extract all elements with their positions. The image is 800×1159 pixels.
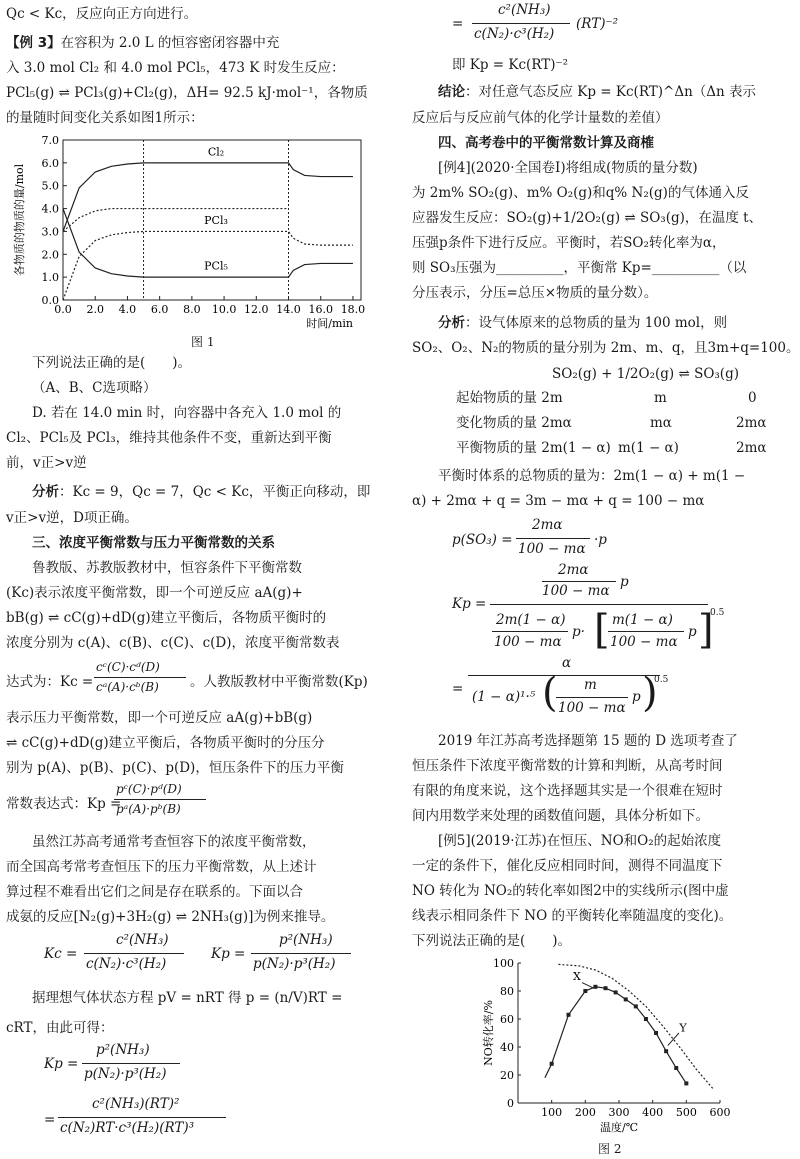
conclusion-line bbox=[412, 82, 756, 102]
analysis-line bbox=[412, 313, 727, 333]
text-line: 反应后与反应前气体的化学计量数的差值） bbox=[412, 110, 669, 126]
denominator: c(N₂)·c³(H₂) bbox=[474, 26, 555, 42]
text-line: [例5](2019·江苏)在恒压、NO和O₂的起始浓度 bbox=[438, 833, 722, 849]
x-tick-label: 2.0 bbox=[86, 303, 104, 316]
text: 在容积为 2.0 L 的恒容密闭容器中充 bbox=[60, 35, 280, 51]
table-cell: 2mα bbox=[736, 440, 767, 456]
denominator: c(N₂)RT·c³(H₂)(RT)³ bbox=[60, 1120, 195, 1136]
factor: (RT)⁻² bbox=[576, 16, 619, 32]
numerator: p²(NH₃) bbox=[279, 932, 333, 948]
table-cell: mα bbox=[650, 415, 672, 431]
x-axis-label: 温度/℃ bbox=[599, 1121, 639, 1134]
series-label: Cl₂ bbox=[207, 145, 225, 159]
table-cell: m(1 − α) bbox=[618, 440, 679, 456]
x-tick-label: 300 bbox=[608, 1106, 630, 1119]
analysis-label: 分析 bbox=[32, 484, 59, 500]
data-point bbox=[614, 990, 618, 994]
denominator: 100 − mα bbox=[518, 541, 586, 557]
text-line: 线表示相同条件下 NO 的平衡转化率随温度的变化)。 bbox=[412, 908, 733, 924]
denominator: c(N₂)·c³(H₂) bbox=[86, 956, 167, 972]
y-tick-label: 7.0 bbox=[41, 134, 59, 147]
y-axis-label: NO转化率/% bbox=[482, 1000, 495, 1066]
label: Kc = bbox=[44, 946, 78, 962]
x-tick-label: 100 bbox=[541, 1106, 563, 1119]
text-line: 下列说法正确的是( )。 bbox=[32, 355, 192, 371]
text-line: D. 若在 14.0 min 时，向容器中各充入 1.0 mol 的 bbox=[32, 405, 342, 421]
numerator: 2mα bbox=[558, 562, 589, 578]
text-line: 浓度分别为 c(A)、c(B)、c(C)、c(D)，浓度平衡常数表 bbox=[6, 635, 340, 651]
conclusion-label: 结论 bbox=[438, 84, 465, 100]
table-cell: 2mα bbox=[736, 415, 767, 431]
text-line: α) + 2mα + q = 3m − mα + q = 100 − mα bbox=[412, 493, 705, 509]
label: Kp = bbox=[44, 1056, 79, 1072]
denominator: pᵃ(A)·pᵇ(B) bbox=[116, 802, 181, 816]
factor: p· bbox=[572, 624, 585, 640]
text-line: 前，v正>v逆 bbox=[6, 455, 87, 471]
x-tick-label: 400 bbox=[642, 1106, 664, 1119]
y-tick-label: 5.0 bbox=[41, 179, 59, 193]
text-line: cRT，由此可得： bbox=[6, 1020, 114, 1036]
denominator: 100 − mα bbox=[542, 583, 610, 599]
x-tick-label: 16.0 bbox=[308, 303, 333, 316]
equals: = bbox=[452, 16, 464, 32]
numerator: c²(NH₃) bbox=[498, 2, 551, 18]
figure-2-caption: 图 2 bbox=[598, 1142, 622, 1156]
data-point bbox=[634, 1004, 638, 1008]
denominator: (1 − α)¹·⁵ bbox=[472, 689, 536, 705]
x-tick-label: 8.0 bbox=[183, 303, 201, 316]
text-line: 应器发生反应：SO₂(g)+1/2O₂(g) ⇌ SO₃(g)，在温度 t、 bbox=[412, 210, 763, 226]
table-cell: m bbox=[654, 390, 667, 406]
example-label: 【例 3】 bbox=[6, 35, 61, 51]
data-point bbox=[664, 1049, 668, 1053]
factor: p bbox=[620, 574, 629, 590]
data-point bbox=[550, 1062, 554, 1066]
y-axis-label: 各物质的物质的量/mol bbox=[13, 163, 26, 277]
label: Kp = bbox=[211, 946, 246, 962]
figure-1-chart bbox=[11, 132, 371, 332]
text-line: [例4](2020·全国卷Ⅰ)将组成(物质的量分数) bbox=[438, 160, 698, 176]
text: ：设气体原来的总物质的量为 100 mol，则 bbox=[465, 315, 728, 331]
series-label-leader bbox=[582, 983, 594, 989]
text-line: 入 3.0 mol Cl₂ 和 4.0 mol PCl₅，473 K 时发生反应： bbox=[6, 60, 345, 76]
text-line: 平衡时体系的总物质的量为：2m(1 − α) + m(1 − bbox=[438, 468, 746, 484]
section-3-heading: 三、浓度平衡常数与压力平衡常数的关系 bbox=[32, 535, 275, 551]
text-line: 成氨的反应[N₂(g)+3H₂(g) ⇌ 2NH₃(g)]为例来推导。 bbox=[6, 909, 335, 925]
y-tick-label: 0 bbox=[507, 1097, 514, 1110]
data-point bbox=[674, 1066, 678, 1070]
numerator: m(1 − α) bbox=[612, 612, 673, 628]
y-tick-label: 1.0 bbox=[41, 271, 59, 285]
numerator: p²(NH₃) bbox=[96, 1042, 150, 1058]
text-line: PCl₅(g) ⇌ PCl₃(g)+Cl₂(g)，ΔH= 92.5 kJ·mol⁻¹，各物质 bbox=[6, 85, 368, 101]
text-line: 即 Kp = Kc(RT)⁻² bbox=[452, 57, 569, 73]
text-line: v正>v逆，D项正确。 bbox=[6, 510, 138, 526]
text-line: 恒压条件下浓度平衡常数的计算和判断，从高考时间 bbox=[412, 758, 723, 774]
text: ：Kc = 9，Qc = 7，Qc < Kc，平衡正向移动，即 bbox=[59, 484, 371, 500]
numerator: c²(NH₃) bbox=[116, 932, 169, 948]
text-line: 而全国高考常考查恒压下的压力平衡常数，从上述计 bbox=[6, 859, 317, 875]
denominator: cᵃ(A)·cᵇ(B) bbox=[96, 680, 159, 694]
denominator: 100 − mα bbox=[558, 700, 626, 716]
series-label: Y bbox=[679, 1021, 687, 1035]
y-tick-label: 0.0 bbox=[41, 294, 59, 307]
exponent: 0.5 bbox=[710, 608, 725, 618]
text-line: （A、B、C选项略） bbox=[32, 380, 157, 396]
series-line bbox=[63, 209, 289, 232]
factor: p bbox=[688, 624, 697, 640]
series-label: PCl₅ bbox=[204, 259, 228, 273]
text-line: 一定的条件下，催化反应相同时间，测得不同温度下 bbox=[412, 858, 723, 874]
series-line bbox=[558, 964, 713, 1089]
data-point bbox=[593, 985, 597, 989]
factor: ·p bbox=[594, 532, 607, 548]
kp-label: 常数表达式：Kp = bbox=[6, 796, 122, 812]
x-tick-label: 0.0 bbox=[54, 303, 72, 316]
text-line: (Kc)表示浓度平衡常数，即一个可逆反应 aA(g)+ bbox=[6, 585, 303, 601]
exponent: 0.5 bbox=[654, 675, 669, 685]
factor: p bbox=[632, 689, 641, 705]
text-line: 别为 p(A)、p(B)、p(C)、p(D)，恒压条件下的压力平衡 bbox=[6, 760, 344, 776]
denominator: 100 − mα bbox=[494, 634, 562, 650]
text-line: bB(g) ⇌ cC(g)+dD(g)建立平衡后，各物质平衡时的 bbox=[6, 610, 327, 626]
x-tick-label: 18.0 bbox=[340, 303, 366, 316]
text-line: 的量随时间变化关系如图1所示： bbox=[6, 110, 204, 126]
text-line: 虽然江苏高考通常考查恒容下的浓度平衡常数， bbox=[32, 834, 316, 850]
figure-2-chart bbox=[482, 955, 742, 1135]
x-tick-label: 4.0 bbox=[118, 303, 137, 316]
text-line: 压强p条件下进行反应。平衡时，若SO₂转化率为α， bbox=[412, 235, 726, 251]
numerator: c²(NH₃)(RT)² bbox=[92, 1096, 180, 1112]
example-3-heading bbox=[6, 33, 279, 53]
text-line: Qc < Kc，反应向正方向进行。 bbox=[6, 6, 198, 22]
analysis-label: 分析 bbox=[438, 315, 465, 331]
x-tick-label: 14.0 bbox=[276, 303, 301, 316]
y-tick-label: 2.0 bbox=[41, 248, 59, 262]
x-axis-label: 时间/min bbox=[306, 317, 353, 330]
series-line bbox=[545, 987, 686, 1084]
numerator: 2m(1 − α) bbox=[496, 612, 566, 628]
text-line: 表示压力平衡常数，即一个可逆反应 aA(g)+bB(g) bbox=[6, 710, 313, 726]
numerator: cᶜ(C)·cᵈ(D) bbox=[96, 660, 160, 674]
text-line: 为 2m% SO₂(g)、m% O₂(g)和q% N₂(g)的气体通入反 bbox=[412, 185, 749, 201]
text-line: ⇌ cC(g)+dD(g)建立平衡后，各物质平衡时的分压分 bbox=[6, 735, 325, 751]
text-line: 则 SO₃压强为__________，平衡常 Kp=__________（以 bbox=[412, 260, 747, 276]
numerator: pᶜ(C)·pᵈ(D) bbox=[116, 782, 182, 796]
data-point bbox=[654, 1031, 658, 1035]
text-line: 算过程不难看出它们之间是存在联系的。下面以合 bbox=[6, 884, 303, 900]
y-tick-label: 40 bbox=[500, 1041, 514, 1054]
y-tick-label: 4.0 bbox=[41, 202, 59, 216]
text-line: 据理想气体状态方程 pV = nRT 得 p = (n/V)RT = bbox=[32, 990, 343, 1006]
y-tick-label: 80 bbox=[500, 985, 514, 998]
denominator: p(N₂)·p³(H₂) bbox=[253, 956, 336, 972]
y-tick-label: 6.0 bbox=[41, 156, 59, 170]
y-tick-label: 60 bbox=[500, 1013, 514, 1026]
y-tick-label: 3.0 bbox=[41, 225, 59, 239]
x-tick-label: 10.0 bbox=[211, 303, 237, 316]
table-cell: 变化物质的量 2mα bbox=[456, 415, 572, 431]
text-line: 下列说法正确的是( )。 bbox=[412, 933, 572, 949]
series-label: X bbox=[572, 969, 581, 983]
figure-2 bbox=[482, 955, 742, 1139]
table-cell: 0 bbox=[748, 390, 757, 406]
data-point bbox=[624, 997, 628, 1001]
y-tick-label: 20 bbox=[500, 1069, 514, 1082]
text-line: 2019 年江苏高考选择题第 15 题的 D 选项考查了 bbox=[438, 733, 738, 749]
figure-1-caption: 图 1 bbox=[191, 335, 215, 349]
data-point bbox=[644, 1017, 648, 1021]
x-tick-label: 200 bbox=[574, 1106, 596, 1119]
data-point bbox=[583, 989, 587, 993]
equals: = bbox=[452, 681, 464, 697]
x-tick-label: 500 bbox=[675, 1106, 697, 1119]
x-tick-label: 12.0 bbox=[244, 303, 269, 316]
label: Kp = bbox=[452, 596, 487, 612]
table-cell: 平衡物质的量 2m(1 − α) bbox=[456, 440, 611, 456]
figure-1 bbox=[11, 132, 371, 336]
table-cell: 起始物质的量 2m bbox=[456, 390, 563, 406]
text: 。人教版教材中平衡常数(Kp) bbox=[190, 674, 368, 690]
reaction-equation: SO₂(g) + 1/2O₂(g) ⇌ SO₃(g) bbox=[552, 366, 739, 382]
numerator: 2mα bbox=[532, 517, 563, 533]
numerator: α bbox=[562, 655, 572, 671]
text-line: 有限的角度来说，这个选择题其实是一个很难在短时 bbox=[412, 783, 723, 799]
equals: = bbox=[44, 1112, 56, 1128]
series-label: PCl₃ bbox=[204, 214, 228, 227]
label: p(SO₃) = bbox=[452, 532, 513, 548]
denominator: p(N₂)·p³(H₂) bbox=[84, 1066, 167, 1082]
text-line: Cl₂、PCl₅及 PCl₃，维持其他条件不变，重新达到平衡 bbox=[6, 430, 332, 446]
data-point bbox=[604, 986, 608, 990]
denominator: 100 − mα bbox=[610, 634, 678, 650]
text-line: 鲁教版、苏教版教材中，恒容条件下平衡常数 bbox=[32, 560, 302, 576]
text-line: 分压表示，分压=总压×物质的量分数）。 bbox=[412, 285, 658, 301]
data-point bbox=[684, 1081, 688, 1085]
y-tick-label: 100 bbox=[493, 957, 514, 970]
text-line: 间内用数学来处理的函数值问题，具体分析如下。 bbox=[412, 808, 709, 824]
numerator: m bbox=[584, 677, 597, 693]
kc-label: 达式为：Kc = bbox=[6, 674, 94, 690]
text-line: SO₂、O₂、N₂的物质的量分别为 2m、m、q，且3m+q=100。 bbox=[412, 340, 800, 356]
section-4-heading: 四、高考卷中的平衡常数计算及商榷 bbox=[438, 135, 654, 151]
x-tick-label: 600 bbox=[709, 1106, 731, 1119]
text: ：对任意气态反应 Kp = Kc(RT)^Δn（Δn 表示 bbox=[465, 84, 757, 100]
x-tick-label: 6.0 bbox=[150, 303, 169, 316]
data-point bbox=[567, 1013, 571, 1017]
text-line: NO 转化为 NO₂的转化率如图2中的实线所示(图中虚 bbox=[412, 883, 729, 899]
analysis-line bbox=[6, 482, 370, 502]
